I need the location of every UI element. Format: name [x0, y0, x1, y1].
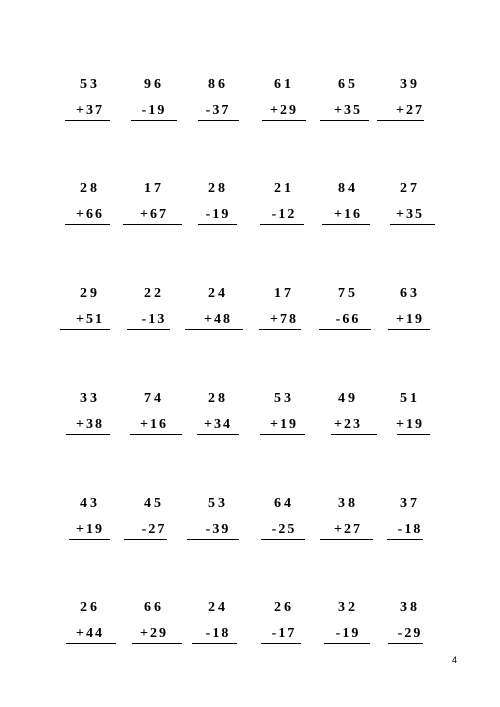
problem-operation: -25 — [271, 522, 297, 537]
problem-top-number: 24 — [208, 286, 228, 301]
problem-item — [188, 496, 248, 540]
answer-rule — [185, 329, 243, 330]
problem-operation: -37 — [205, 103, 231, 118]
answer-rule — [331, 434, 377, 435]
problem-operation: +19 — [76, 522, 104, 537]
problem-item — [188, 77, 248, 121]
problem-item — [380, 496, 440, 540]
answer-rule — [261, 643, 301, 644]
problem-operation: -17 — [271, 626, 297, 641]
problem-item — [60, 181, 120, 225]
problem-top-number: 63 — [400, 286, 420, 301]
problem-item — [254, 77, 314, 121]
problem-top-number: 64 — [274, 496, 294, 511]
problem-top-number: 74 — [144, 391, 164, 406]
problem-operation: +51 — [76, 312, 104, 327]
problem-top-number: 26 — [274, 600, 294, 615]
problem-operation: +66 — [76, 207, 104, 222]
problem-operation: -18 — [205, 626, 231, 641]
problem-item — [124, 286, 184, 330]
problem-top-number: 32 — [338, 600, 358, 615]
problem-item — [254, 391, 314, 435]
problem-top-number: 45 — [144, 496, 164, 511]
answer-rule — [261, 539, 305, 540]
problem-item — [124, 600, 184, 644]
problem-top-number: 26 — [80, 600, 100, 615]
problem-item — [380, 77, 440, 121]
problem-operation: +67 — [140, 207, 168, 222]
problem-top-number: 17 — [274, 286, 294, 301]
problem-top-number: 84 — [338, 181, 358, 196]
problem-item — [60, 600, 120, 644]
problem-operation: +37 — [76, 103, 104, 118]
problem-operation: +16 — [334, 207, 362, 222]
answer-rule — [262, 120, 306, 121]
problem-item — [188, 286, 248, 330]
answer-rule — [197, 434, 239, 435]
problem-item — [60, 496, 120, 540]
problem-item — [188, 181, 248, 225]
problem-top-number: 43 — [80, 496, 100, 511]
answer-rule — [320, 120, 369, 121]
problem-item — [254, 600, 314, 644]
problem-item — [254, 286, 314, 330]
answer-rule — [320, 539, 373, 540]
answer-rule — [127, 329, 170, 330]
problem-operation: +19 — [396, 312, 424, 327]
problem-top-number: 86 — [208, 77, 228, 92]
answer-rule — [322, 224, 370, 225]
problem-operation: -29 — [397, 626, 423, 641]
answer-rule — [124, 539, 167, 540]
problem-operation: -27 — [141, 522, 167, 537]
problem-operation: -19 — [335, 626, 361, 641]
problem-item — [318, 181, 378, 225]
answer-rule — [60, 329, 110, 330]
problem-top-number: 49 — [338, 391, 358, 406]
answer-rule — [388, 329, 430, 330]
problem-operation: +48 — [204, 312, 232, 327]
answer-rule — [130, 434, 182, 435]
answer-rule — [319, 329, 371, 330]
problem-item — [60, 77, 120, 121]
problem-operation: -39 — [205, 522, 231, 537]
problem-item — [124, 391, 184, 435]
problem-operation: -12 — [271, 207, 297, 222]
problem-operation: +35 — [396, 207, 424, 222]
problem-operation: +38 — [76, 417, 104, 432]
problem-top-number: 33 — [80, 391, 100, 406]
problem-operation: +19 — [396, 417, 424, 432]
problem-top-number: 53 — [80, 77, 100, 92]
problem-operation: +44 — [76, 626, 104, 641]
problem-top-number: 24 — [208, 600, 228, 615]
problem-operation: +34 — [204, 417, 232, 432]
problem-operation: +16 — [140, 417, 168, 432]
answer-rule — [388, 643, 423, 644]
problem-item — [124, 181, 184, 225]
answer-rule — [397, 434, 430, 435]
problem-operation: -18 — [397, 522, 423, 537]
problem-top-number: 17 — [144, 181, 164, 196]
answer-rule — [324, 643, 370, 644]
answer-rule — [192, 643, 237, 644]
answer-rule — [66, 643, 116, 644]
answer-rule — [66, 434, 110, 435]
problem-top-number: 53 — [208, 496, 228, 511]
problem-item — [60, 286, 120, 330]
problem-top-number: 51 — [400, 391, 420, 406]
problem-item — [318, 77, 378, 121]
problem-operation: +35 — [334, 103, 362, 118]
problem-operation: +29 — [270, 103, 298, 118]
problem-operation: -19 — [205, 207, 231, 222]
problem-top-number: 28 — [208, 391, 228, 406]
problem-top-number: 27 — [400, 181, 420, 196]
problem-item — [380, 286, 440, 330]
page-number: 4 — [452, 655, 458, 665]
answer-rule — [123, 224, 182, 225]
problem-operation: +19 — [270, 417, 298, 432]
answer-rule — [260, 434, 305, 435]
problem-operation: +23 — [334, 417, 362, 432]
problem-item — [380, 600, 440, 644]
problem-top-number: 28 — [208, 181, 228, 196]
problem-top-number: 29 — [80, 286, 100, 301]
answer-rule — [259, 329, 301, 330]
answer-rule — [198, 120, 239, 121]
problem-top-number: 38 — [338, 496, 358, 511]
answer-rule — [390, 224, 435, 225]
problem-operation: +27 — [334, 522, 362, 537]
problem-operation: +29 — [140, 626, 168, 641]
problem-top-number: 21 — [274, 181, 294, 196]
answer-rule — [69, 539, 110, 540]
problem-item — [188, 600, 248, 644]
problem-item — [60, 391, 120, 435]
problem-item — [124, 496, 184, 540]
problem-item — [254, 496, 314, 540]
problem-item — [318, 600, 378, 644]
problem-top-number: 75 — [338, 286, 358, 301]
answer-rule — [131, 120, 177, 121]
problem-top-number: 22 — [144, 286, 164, 301]
problem-top-number: 61 — [274, 77, 294, 92]
answer-rule — [198, 224, 237, 225]
problem-operation: -13 — [141, 312, 167, 327]
problem-top-number: 53 — [274, 391, 294, 406]
problem-operation: +27 — [396, 103, 424, 118]
problem-operation: -19 — [141, 103, 167, 118]
problem-top-number: 66 — [144, 600, 164, 615]
problem-top-number: 65 — [338, 77, 358, 92]
problem-operation: -66 — [335, 312, 361, 327]
answer-rule — [387, 539, 423, 540]
problem-item — [318, 496, 378, 540]
problem-item — [124, 77, 184, 121]
problem-item — [318, 391, 378, 435]
answer-rule — [377, 120, 424, 121]
problem-top-number: 39 — [400, 77, 420, 92]
problem-top-number: 28 — [80, 181, 100, 196]
problem-item — [188, 391, 248, 435]
answer-rule — [132, 643, 182, 644]
answer-rule — [65, 120, 110, 121]
problem-item — [318, 286, 378, 330]
problem-item — [380, 181, 440, 225]
problem-top-number: 37 — [400, 496, 420, 511]
problem-item — [380, 391, 440, 435]
problem-item — [254, 181, 314, 225]
problem-operation: +78 — [270, 312, 298, 327]
answer-rule — [187, 539, 239, 540]
problem-top-number: 38 — [400, 600, 420, 615]
problem-top-number: 96 — [144, 77, 164, 92]
answer-rule — [260, 224, 304, 225]
answer-rule — [65, 224, 110, 225]
